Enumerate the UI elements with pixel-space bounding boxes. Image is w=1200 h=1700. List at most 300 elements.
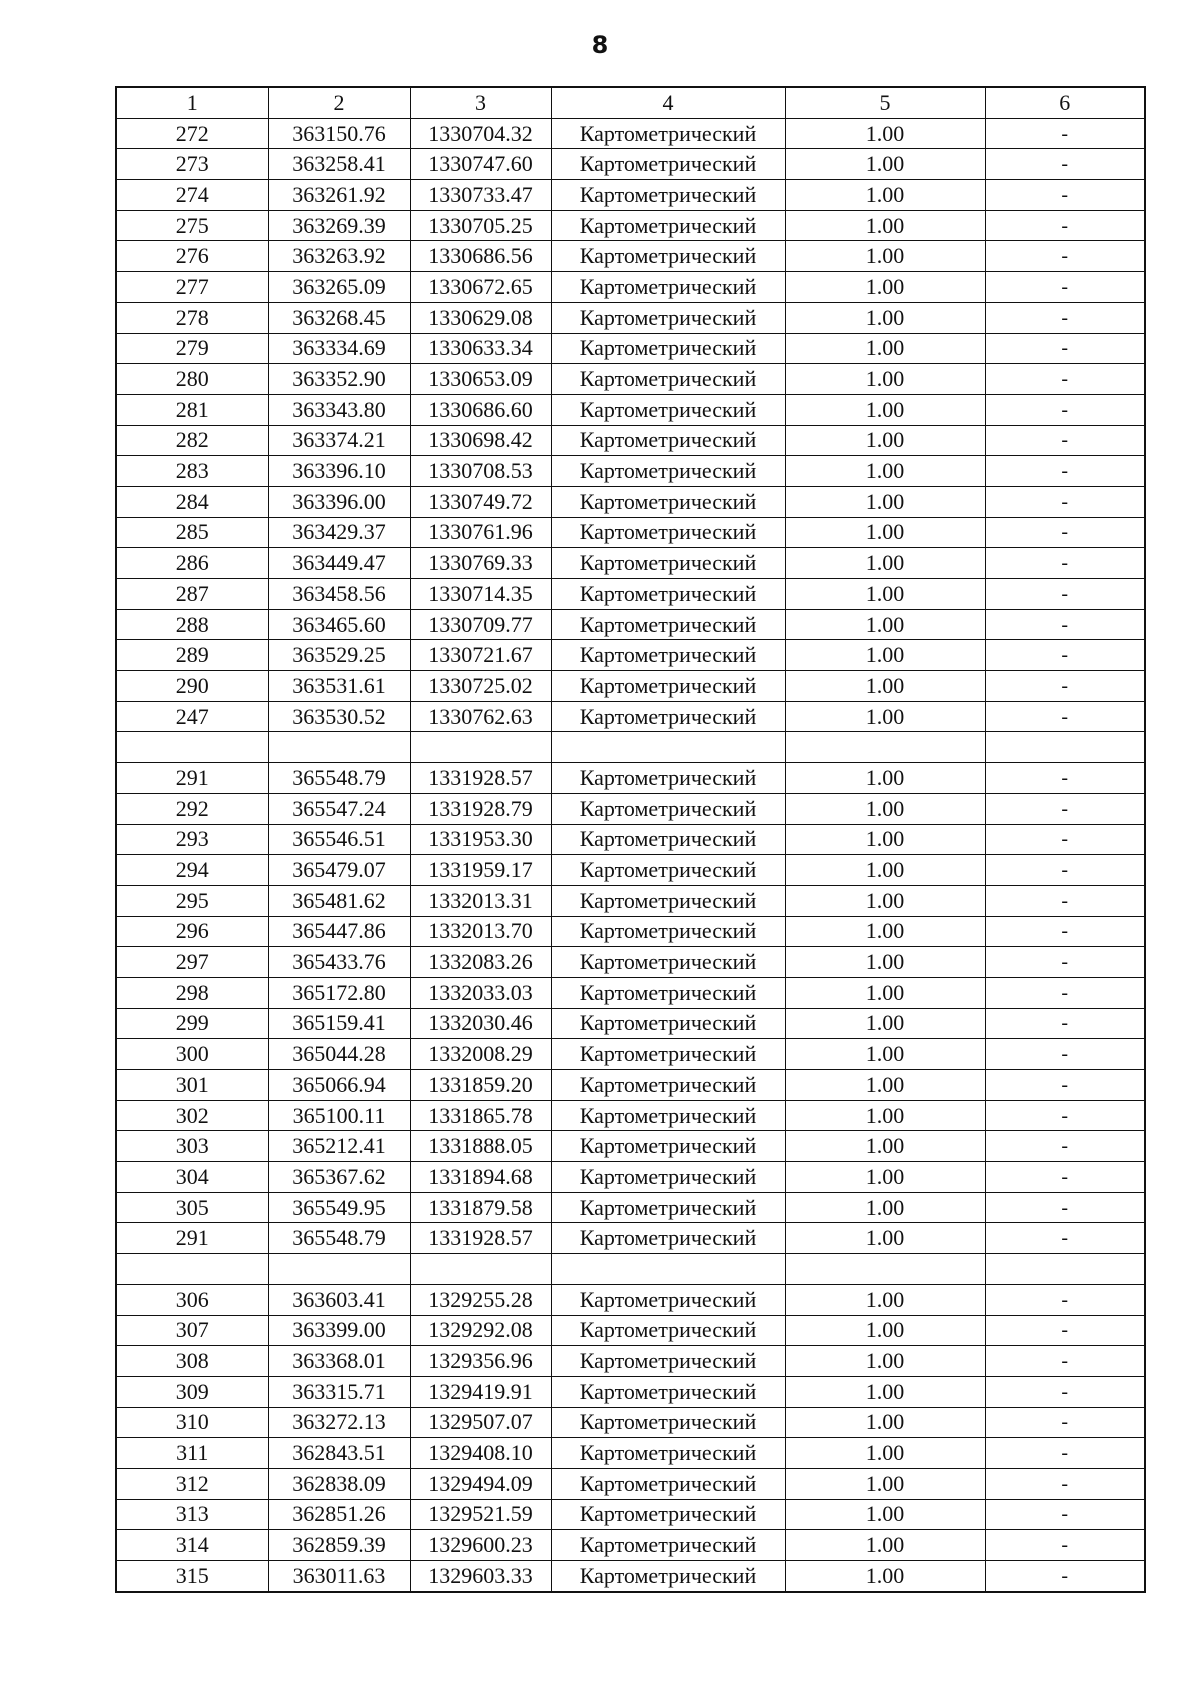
x-coordinate-cell: 365447.86 (268, 916, 410, 947)
method-cell: Картометрический (551, 1438, 785, 1469)
accuracy-cell: 1.00 (785, 241, 985, 272)
note-cell: - (985, 793, 1145, 824)
method-cell: Картометрический (551, 241, 785, 272)
note-cell: - (985, 1438, 1145, 1469)
x-coordinate-cell: 363258.41 (268, 149, 410, 180)
accuracy-cell: 1.00 (785, 793, 985, 824)
accuracy-cell: 1.00 (785, 486, 985, 517)
y-coordinate-cell: 1330704.32 (410, 118, 551, 149)
y-coordinate-cell: 1330769.33 (410, 548, 551, 579)
accuracy-cell: 1.00 (785, 394, 985, 425)
x-coordinate-cell: 363368.01 (268, 1346, 410, 1377)
table-row (116, 1131, 1145, 1162)
y-coordinate-cell: 1330725.02 (410, 671, 551, 702)
point-number-cell: 296 (116, 916, 268, 947)
y-coordinate-cell: 1330749.72 (410, 486, 551, 517)
accuracy-cell: 1.00 (785, 885, 985, 916)
x-coordinate-cell: 365172.80 (268, 977, 410, 1008)
point-number-cell: 284 (116, 486, 268, 517)
note-cell: - (985, 517, 1145, 548)
point-number-cell: 303 (116, 1131, 268, 1162)
method-cell: Картометрический (551, 118, 785, 149)
point-number-cell (116, 732, 268, 763)
note-cell: - (985, 1070, 1145, 1101)
method-cell: Картометрический (551, 1223, 785, 1254)
note-cell: - (985, 640, 1145, 671)
x-coordinate-cell: 362851.26 (268, 1499, 410, 1530)
accuracy-cell: 1.00 (785, 302, 985, 333)
method-cell: Картометрический (551, 272, 785, 303)
note-cell: - (985, 609, 1145, 640)
method-cell: Картометрический (551, 793, 785, 824)
x-coordinate-cell (268, 732, 410, 763)
column-header: 6 (985, 87, 1145, 118)
point-number-cell: 247 (116, 701, 268, 732)
note-cell: - (985, 671, 1145, 702)
note-cell: - (985, 1100, 1145, 1131)
method-cell: Картометрический (551, 1070, 785, 1101)
page-number: 8 (591, 31, 609, 59)
accuracy-cell: 1.00 (785, 916, 985, 947)
x-coordinate-cell: 365066.94 (268, 1070, 410, 1101)
x-coordinate-cell: 363315.71 (268, 1376, 410, 1407)
accuracy-cell (785, 1254, 985, 1285)
coordinates-table (115, 86, 1146, 1593)
table-row (116, 149, 1145, 180)
x-coordinate-cell: 363449.47 (268, 548, 410, 579)
point-number-cell: 315 (116, 1561, 268, 1592)
accuracy-cell (785, 732, 985, 763)
point-number-cell: 290 (116, 671, 268, 702)
note-cell: - (985, 579, 1145, 610)
table-row (116, 671, 1145, 702)
note-cell: - (985, 916, 1145, 947)
accuracy-cell: 1.00 (785, 763, 985, 794)
x-coordinate-cell: 363529.25 (268, 640, 410, 671)
y-coordinate-cell (410, 732, 551, 763)
point-number-cell: 293 (116, 824, 268, 855)
accuracy-cell: 1.00 (785, 1162, 985, 1193)
point-number-cell: 275 (116, 210, 268, 241)
accuracy-cell: 1.00 (785, 1438, 985, 1469)
y-coordinate-cell: 1332033.03 (410, 977, 551, 1008)
table-row (116, 1561, 1145, 1592)
method-cell: Картометрический (551, 149, 785, 180)
point-number-cell: 304 (116, 1162, 268, 1193)
x-coordinate-cell: 365481.62 (268, 885, 410, 916)
table-row (116, 302, 1145, 333)
table-row (116, 855, 1145, 886)
y-coordinate-cell: 1331894.68 (410, 1162, 551, 1193)
table-row (116, 793, 1145, 824)
method-cell: Картометрический (551, 885, 785, 916)
method-cell: Картометрический (551, 640, 785, 671)
x-coordinate-cell: 363396.00 (268, 486, 410, 517)
accuracy-cell: 1.00 (785, 579, 985, 610)
point-number-cell: 299 (116, 1008, 268, 1039)
table-row (116, 1162, 1145, 1193)
method-cell: Картометрический (551, 977, 785, 1008)
y-coordinate-cell: 1329408.10 (410, 1438, 551, 1469)
y-coordinate-cell: 1331953.30 (410, 824, 551, 855)
accuracy-cell: 1.00 (785, 947, 985, 978)
method-cell: Картометрический (551, 1561, 785, 1592)
method-cell: Картометрический (551, 1407, 785, 1438)
accuracy-cell: 1.00 (785, 1192, 985, 1223)
x-coordinate-cell: 363429.37 (268, 517, 410, 548)
x-coordinate-cell: 365212.41 (268, 1131, 410, 1162)
accuracy-cell: 1.00 (785, 517, 985, 548)
accuracy-cell: 1.00 (785, 272, 985, 303)
table-row (116, 609, 1145, 640)
accuracy-cell: 1.00 (785, 671, 985, 702)
method-cell: Картометрический (551, 947, 785, 978)
note-cell: - (985, 456, 1145, 487)
table-row (116, 1039, 1145, 1070)
table-row (116, 1530, 1145, 1561)
x-coordinate-cell: 365547.24 (268, 793, 410, 824)
note-cell: - (985, 824, 1145, 855)
point-number-cell: 307 (116, 1315, 268, 1346)
y-coordinate-cell: 1329603.33 (410, 1561, 551, 1592)
accuracy-cell: 1.00 (785, 1070, 985, 1101)
point-number-cell: 297 (116, 947, 268, 978)
point-number-cell: 311 (116, 1438, 268, 1469)
y-coordinate-cell: 1329292.08 (410, 1315, 551, 1346)
table-row (116, 272, 1145, 303)
y-coordinate-cell: 1330762.63 (410, 701, 551, 732)
y-coordinate-cell: 1331888.05 (410, 1131, 551, 1162)
note-cell: - (985, 1530, 1145, 1561)
accuracy-cell: 1.00 (785, 1008, 985, 1039)
y-coordinate-cell: 1331959.17 (410, 855, 551, 886)
method-cell: Картометрический (551, 1530, 785, 1561)
table-row (116, 118, 1145, 149)
point-number-cell: 279 (116, 333, 268, 364)
table-row (116, 1192, 1145, 1223)
accuracy-cell: 1.00 (785, 425, 985, 456)
note-cell: - (985, 210, 1145, 241)
method-cell: Картометрический (551, 763, 785, 794)
x-coordinate-cell: 363011.63 (268, 1561, 410, 1592)
method-cell: Картометрический (551, 1468, 785, 1499)
y-coordinate-cell: 1331928.57 (410, 1223, 551, 1254)
accuracy-cell: 1.00 (785, 855, 985, 886)
y-coordinate-cell: 1330698.42 (410, 425, 551, 456)
y-coordinate-cell: 1331859.20 (410, 1070, 551, 1101)
point-number-cell: 274 (116, 180, 268, 211)
table-row (116, 180, 1145, 211)
note-cell: - (985, 548, 1145, 579)
table-row (116, 763, 1145, 794)
note-cell: - (985, 241, 1145, 272)
y-coordinate-cell: 1331865.78 (410, 1100, 551, 1131)
y-coordinate-cell: 1330686.60 (410, 394, 551, 425)
method-cell: Картометрический (551, 916, 785, 947)
y-coordinate-cell: 1330761.96 (410, 517, 551, 548)
point-number-cell: 278 (116, 302, 268, 333)
accuracy-cell: 1.00 (785, 1039, 985, 1070)
x-coordinate-cell: 363374.21 (268, 425, 410, 456)
x-coordinate-cell: 362838.09 (268, 1468, 410, 1499)
point-number-cell (116, 1254, 268, 1285)
note-cell: - (985, 1376, 1145, 1407)
note-cell: - (985, 272, 1145, 303)
table-row (116, 364, 1145, 395)
x-coordinate-cell: 365044.28 (268, 1039, 410, 1070)
x-coordinate-cell: 363396.10 (268, 456, 410, 487)
table-row (116, 824, 1145, 855)
note-cell: - (985, 1499, 1145, 1530)
method-cell: Картометрический (551, 671, 785, 702)
x-coordinate-cell: 363272.13 (268, 1407, 410, 1438)
note-cell: - (985, 486, 1145, 517)
accuracy-cell: 1.00 (785, 149, 985, 180)
point-number-cell: 287 (116, 579, 268, 610)
y-coordinate-cell: 1329521.59 (410, 1499, 551, 1530)
x-coordinate-cell: 363352.90 (268, 364, 410, 395)
point-number-cell: 272 (116, 118, 268, 149)
point-number-cell: 276 (116, 241, 268, 272)
table-row (116, 947, 1145, 978)
table-row (116, 486, 1145, 517)
table-row (116, 1407, 1145, 1438)
point-number-cell: 313 (116, 1499, 268, 1530)
column-header: 2 (268, 87, 410, 118)
x-coordinate-cell: 365548.79 (268, 1223, 410, 1254)
table-row (116, 1008, 1145, 1039)
accuracy-cell: 1.00 (785, 609, 985, 640)
accuracy-cell: 1.00 (785, 824, 985, 855)
x-coordinate-cell: 363531.61 (268, 671, 410, 702)
point-number-cell: 295 (116, 885, 268, 916)
y-coordinate-cell: 1330721.67 (410, 640, 551, 671)
y-coordinate-cell: 1329494.09 (410, 1468, 551, 1499)
table-row (116, 1468, 1145, 1499)
table-row (116, 394, 1145, 425)
method-cell: Картометрический (551, 210, 785, 241)
x-coordinate-cell: 365548.79 (268, 763, 410, 794)
point-number-cell: 306 (116, 1284, 268, 1315)
accuracy-cell: 1.00 (785, 548, 985, 579)
accuracy-cell: 1.00 (785, 1530, 985, 1561)
x-coordinate-cell: 363465.60 (268, 609, 410, 640)
point-number-cell: 291 (116, 1223, 268, 1254)
point-number-cell: 298 (116, 977, 268, 1008)
point-number-cell: 283 (116, 456, 268, 487)
point-number-cell: 294 (116, 855, 268, 886)
note-cell: - (985, 149, 1145, 180)
point-number-cell: 312 (116, 1468, 268, 1499)
accuracy-cell: 1.00 (785, 1407, 985, 1438)
point-number-cell: 314 (116, 1530, 268, 1561)
x-coordinate-cell: 363530.52 (268, 701, 410, 732)
note-cell: - (985, 855, 1145, 886)
y-coordinate-cell: 1331928.79 (410, 793, 551, 824)
method-cell: Картометрический (551, 548, 785, 579)
accuracy-cell: 1.00 (785, 1376, 985, 1407)
note-cell: - (985, 1561, 1145, 1592)
y-coordinate-cell: 1329600.23 (410, 1530, 551, 1561)
column-header: 3 (410, 87, 551, 118)
y-coordinate-cell: 1330733.47 (410, 180, 551, 211)
point-number-cell: 281 (116, 394, 268, 425)
point-number-cell: 308 (116, 1346, 268, 1377)
method-cell: Картометрический (551, 824, 785, 855)
note-cell: - (985, 1039, 1145, 1070)
note-cell: - (985, 118, 1145, 149)
accuracy-cell: 1.00 (785, 364, 985, 395)
y-coordinate-cell: 1329507.07 (410, 1407, 551, 1438)
method-cell: Картометрический (551, 1346, 785, 1377)
table-row (116, 916, 1145, 947)
y-coordinate-cell: 1330633.34 (410, 333, 551, 364)
note-cell: - (985, 425, 1145, 456)
y-coordinate-cell: 1332008.29 (410, 1039, 551, 1070)
y-coordinate-cell: 1330714.35 (410, 579, 551, 610)
x-coordinate-cell: 362843.51 (268, 1438, 410, 1469)
y-coordinate-cell: 1330629.08 (410, 302, 551, 333)
method-cell: Картометрический (551, 1192, 785, 1223)
x-coordinate-cell: 362859.39 (268, 1530, 410, 1561)
point-number-cell: 302 (116, 1100, 268, 1131)
accuracy-cell: 1.00 (785, 1346, 985, 1377)
point-number-cell: 282 (116, 425, 268, 456)
method-cell: Картометрический (551, 1100, 785, 1131)
method-cell: Картометрический (551, 1284, 785, 1315)
x-coordinate-cell: 365159.41 (268, 1008, 410, 1039)
table-row (116, 1070, 1145, 1101)
x-coordinate-cell: 365367.62 (268, 1162, 410, 1193)
y-coordinate-cell: 1329419.91 (410, 1376, 551, 1407)
method-cell: Картометрический (551, 1499, 785, 1530)
note-cell: - (985, 977, 1145, 1008)
method-cell: Картометрический (551, 1131, 785, 1162)
accuracy-cell: 1.00 (785, 701, 985, 732)
method-cell: Картометрический (551, 425, 785, 456)
x-coordinate-cell: 363268.45 (268, 302, 410, 333)
separator-row (116, 732, 1145, 763)
table-row (116, 210, 1145, 241)
x-coordinate-cell: 365546.51 (268, 824, 410, 855)
point-number-cell: 292 (116, 793, 268, 824)
accuracy-cell: 1.00 (785, 333, 985, 364)
table-row (116, 977, 1145, 1008)
table-row (116, 1376, 1145, 1407)
note-cell: - (985, 1162, 1145, 1193)
table-row (116, 885, 1145, 916)
y-coordinate-cell: 1331879.58 (410, 1192, 551, 1223)
y-coordinate-cell: 1332013.31 (410, 885, 551, 916)
table-row (116, 640, 1145, 671)
table-row (116, 1499, 1145, 1530)
y-coordinate-cell: 1332013.70 (410, 916, 551, 947)
note-cell: - (985, 1008, 1145, 1039)
point-number-cell: 310 (116, 1407, 268, 1438)
x-coordinate-cell: 363603.41 (268, 1284, 410, 1315)
accuracy-cell: 1.00 (785, 1223, 985, 1254)
x-coordinate-cell: 365479.07 (268, 855, 410, 886)
accuracy-cell: 1.00 (785, 1499, 985, 1530)
note-cell: - (985, 1284, 1145, 1315)
accuracy-cell: 1.00 (785, 1468, 985, 1499)
x-coordinate-cell: 363263.92 (268, 241, 410, 272)
y-coordinate-cell: 1330747.60 (410, 149, 551, 180)
accuracy-cell: 1.00 (785, 180, 985, 211)
table-row (116, 1100, 1145, 1131)
column-header: 1 (116, 87, 268, 118)
table-row (116, 1284, 1145, 1315)
point-number-cell: 285 (116, 517, 268, 548)
point-number-cell: 291 (116, 763, 268, 794)
note-cell: - (985, 1223, 1145, 1254)
x-coordinate-cell: 363334.69 (268, 333, 410, 364)
column-header: 4 (551, 87, 785, 118)
accuracy-cell: 1.00 (785, 977, 985, 1008)
note-cell: - (985, 763, 1145, 794)
accuracy-cell: 1.00 (785, 456, 985, 487)
y-coordinate-cell: 1329255.28 (410, 1284, 551, 1315)
y-coordinate-cell: 1330708.53 (410, 456, 551, 487)
note-cell: - (985, 302, 1145, 333)
column-header: 5 (785, 87, 985, 118)
x-coordinate-cell: 363343.80 (268, 394, 410, 425)
point-number-cell: 300 (116, 1039, 268, 1070)
y-coordinate-cell: 1330705.25 (410, 210, 551, 241)
point-number-cell: 280 (116, 364, 268, 395)
accuracy-cell: 1.00 (785, 1100, 985, 1131)
accuracy-cell: 1.00 (785, 1315, 985, 1346)
note-cell: - (985, 1315, 1145, 1346)
x-coordinate-cell (268, 1254, 410, 1285)
x-coordinate-cell: 363261.92 (268, 180, 410, 211)
table-row (116, 517, 1145, 548)
method-cell: Картометрический (551, 394, 785, 425)
x-coordinate-cell: 365100.11 (268, 1100, 410, 1131)
x-coordinate-cell: 363399.00 (268, 1315, 410, 1346)
note-cell: - (985, 1407, 1145, 1438)
note-cell: - (985, 947, 1145, 978)
point-number-cell: 273 (116, 149, 268, 180)
x-coordinate-cell: 363458.56 (268, 579, 410, 610)
note-cell: - (985, 394, 1145, 425)
method-cell: Картометрический (551, 1376, 785, 1407)
accuracy-cell: 1.00 (785, 1561, 985, 1592)
method-cell: Картометрический (551, 486, 785, 517)
table-row (116, 579, 1145, 610)
y-coordinate-cell: 1332030.46 (410, 1008, 551, 1039)
y-coordinate-cell: 1330686.56 (410, 241, 551, 272)
y-coordinate-cell: 1332083.26 (410, 947, 551, 978)
table-body (116, 118, 1145, 1592)
accuracy-cell: 1.00 (785, 1131, 985, 1162)
x-coordinate-cell: 363269.39 (268, 210, 410, 241)
point-number-cell: 305 (116, 1192, 268, 1223)
x-coordinate-cell: 365549.95 (268, 1192, 410, 1223)
note-cell: - (985, 364, 1145, 395)
method-cell: Картометрический (551, 364, 785, 395)
table-row (116, 701, 1145, 732)
note-cell: - (985, 701, 1145, 732)
method-cell: Картометрический (551, 1315, 785, 1346)
method-cell (551, 732, 785, 763)
point-number-cell: 288 (116, 609, 268, 640)
method-cell: Картометрический (551, 456, 785, 487)
table-row (116, 1315, 1145, 1346)
accuracy-cell: 1.00 (785, 1284, 985, 1315)
table-row (116, 425, 1145, 456)
method-cell: Картометрический (551, 579, 785, 610)
